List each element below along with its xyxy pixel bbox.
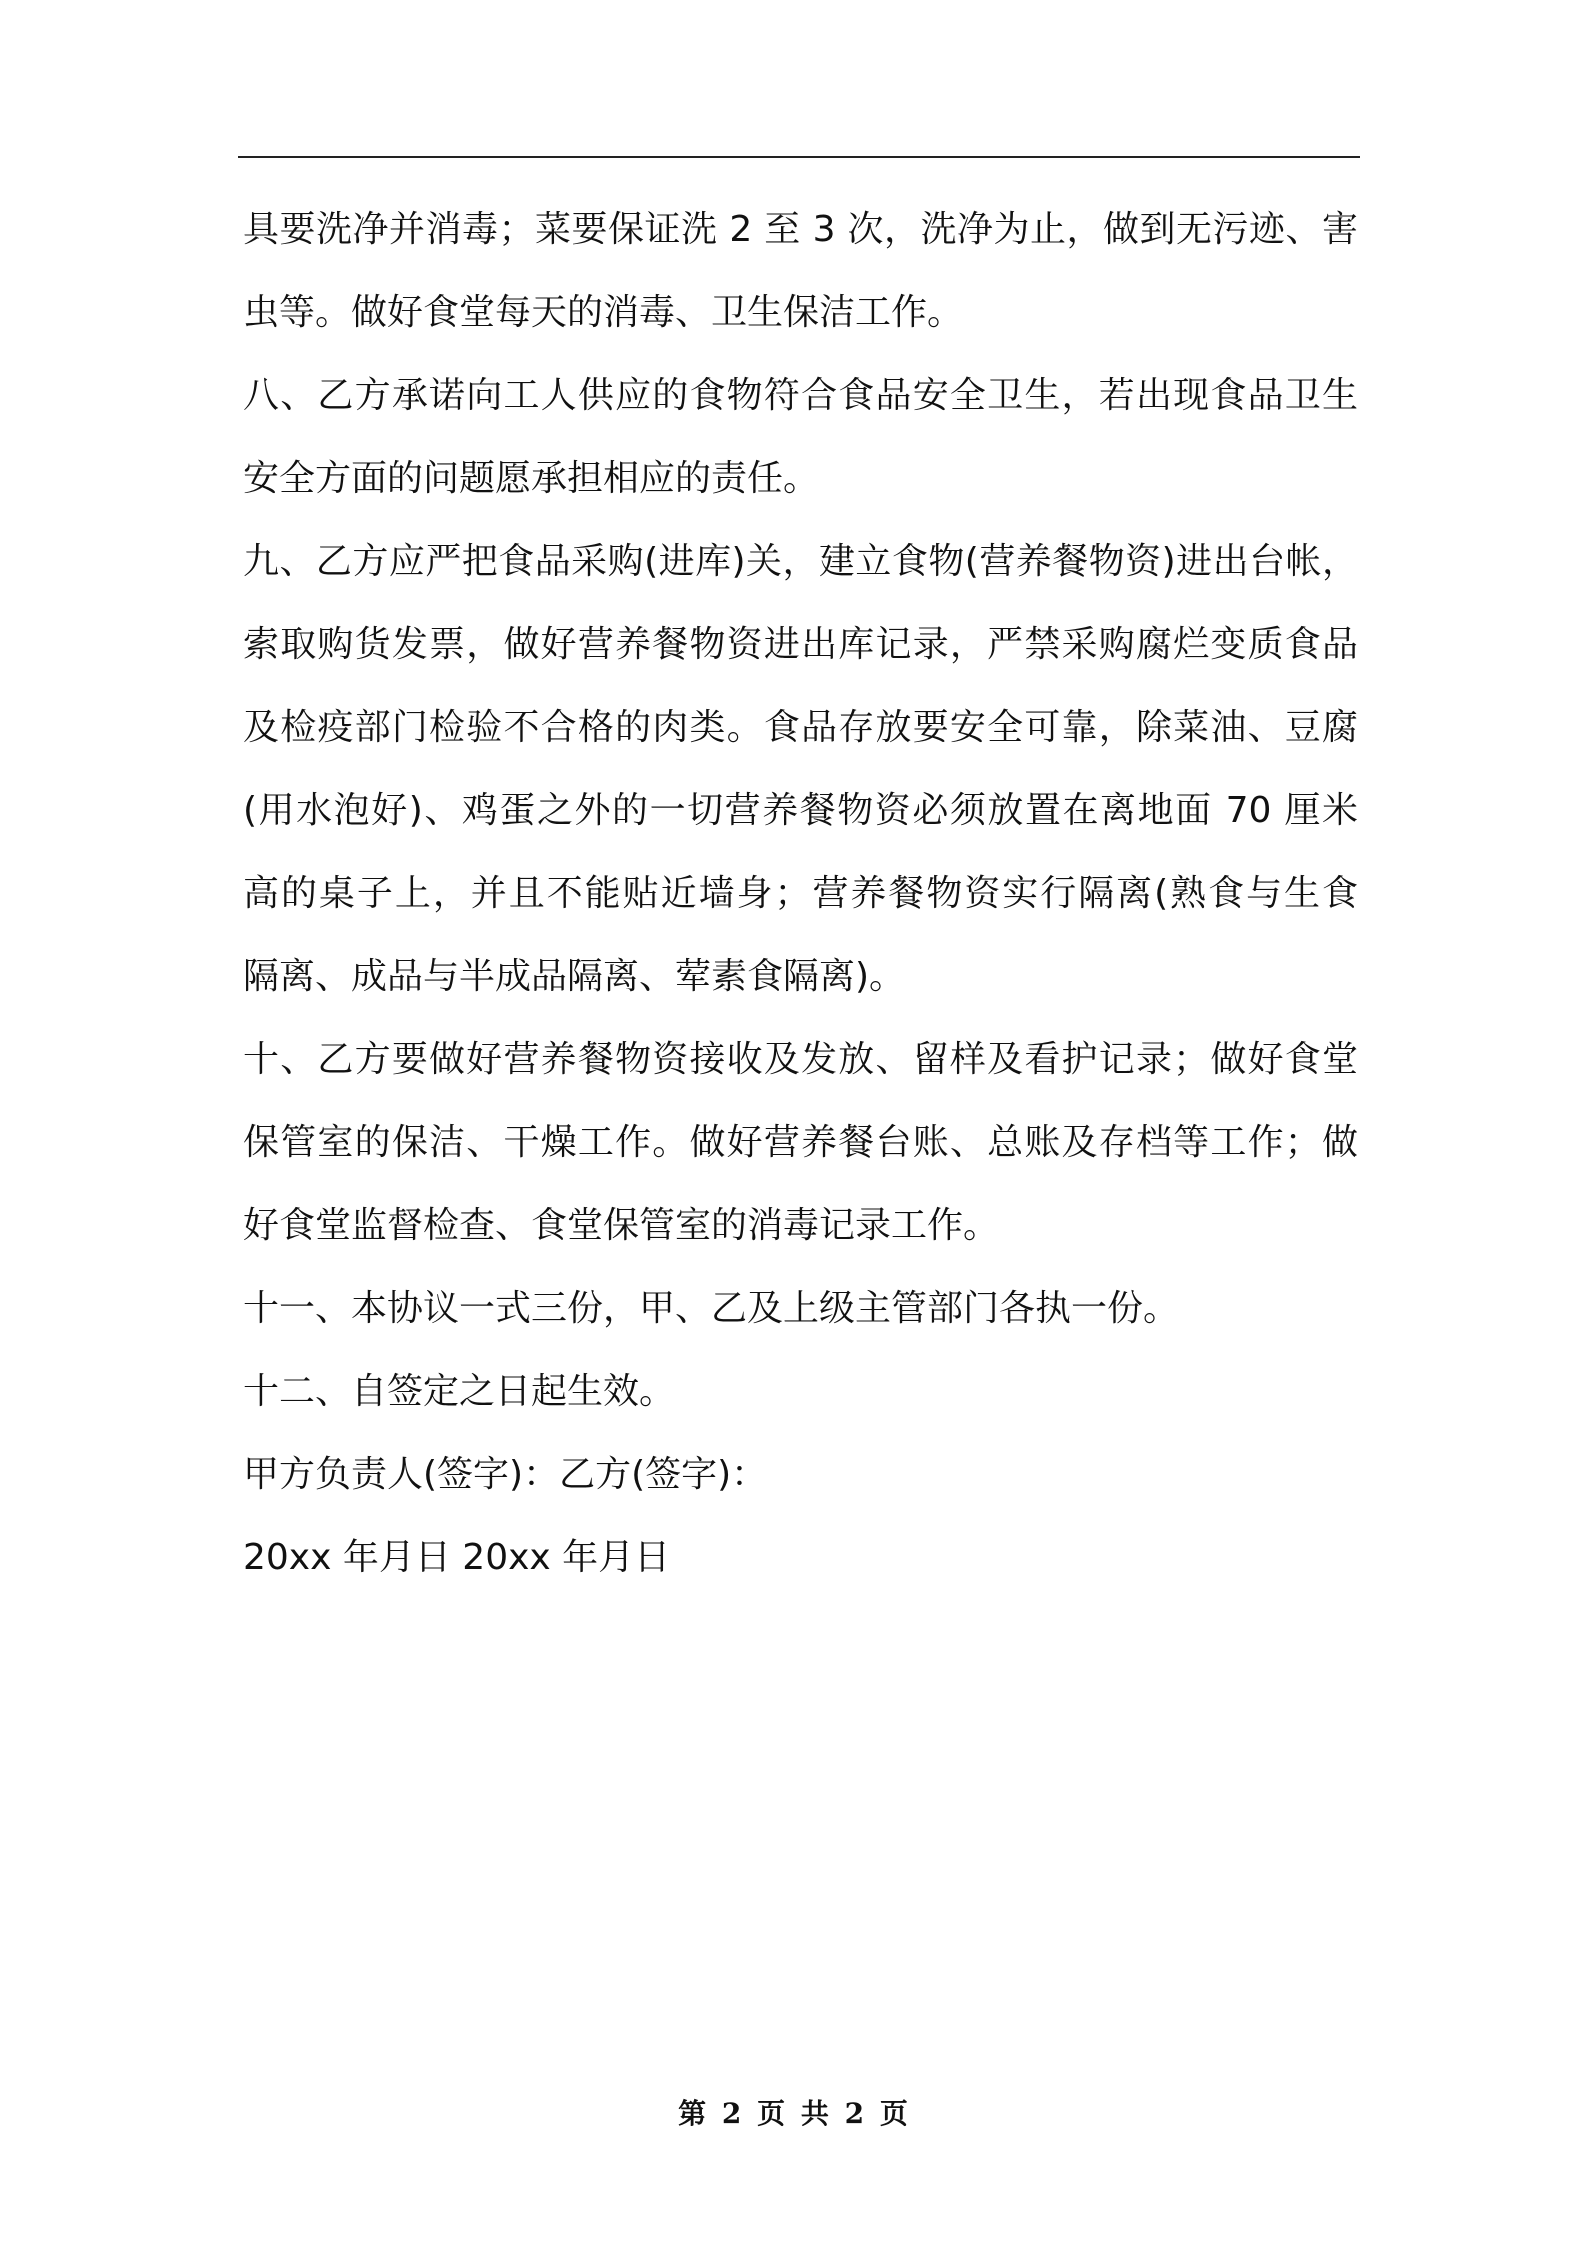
body-text-line: (用水泡好)、鸡蛋之外的一切营养餐物资必须放置在离地面 70 厘米	[243, 790, 1358, 831]
body-text-line: 20xx 年月日 20xx 年月日	[243, 1537, 671, 1578]
body-text-line: 甲方负责人(签字)：乙方(签字)：	[243, 1454, 768, 1495]
body-text-line: 八、乙方承诺向工人供应的食物符合食品安全卫生，若出现食品卫生	[243, 375, 1358, 416]
body-text-line: 虫等。做好食堂每天的消毒、卫生保洁工作。	[243, 292, 964, 333]
body-text-line: 及检疫部门检验不合格的肉类。食品存放要安全可靠，除菜油、豆腐	[243, 707, 1358, 748]
document-body	[243, 198, 1358, 1609]
body-text-line: 保管室的保洁、干燥工作。做好营养餐台账、总账及存档等工作；做	[243, 1122, 1358, 1163]
body-text-line: 十一、本协议一式三份，甲、乙及上级主管部门各执一份。	[243, 1288, 1180, 1329]
body-text-line: 十二、自签定之日起生效。	[243, 1371, 676, 1412]
body-text-line: 索取购货发票，做好营养餐物资进出库记录，严禁采购腐烂变质食品	[243, 624, 1358, 665]
body-text-line: 好食堂监督检查、食堂保管室的消毒记录工作。	[243, 1205, 1000, 1246]
body-text-line: 高的桌子上，并且不能贴近墙身；营养餐物资实行隔离(熟食与生食	[243, 873, 1358, 914]
page-number: 第 2 页 共 2 页	[678, 2097, 908, 2130]
body-text-line: 九、乙方应严把食品采购(进库)关，建立食物(营养餐物资)进出台帐，	[243, 541, 1358, 582]
body-text-line: 十、乙方要做好营养餐物资接收及发放、留样及看护记录；做好食堂	[243, 1039, 1358, 1080]
body-text-line: 隔离、成品与半成品隔离、荤素食隔离)。	[243, 956, 906, 997]
body-text-line: 安全方面的问题愿承担相应的责任。	[243, 458, 820, 499]
header-rule	[238, 156, 1360, 158]
body-text-line: 具要洗净并消毒；菜要保证洗 2 至 3 次，洗净为止，做到无污迹、害	[243, 209, 1358, 250]
